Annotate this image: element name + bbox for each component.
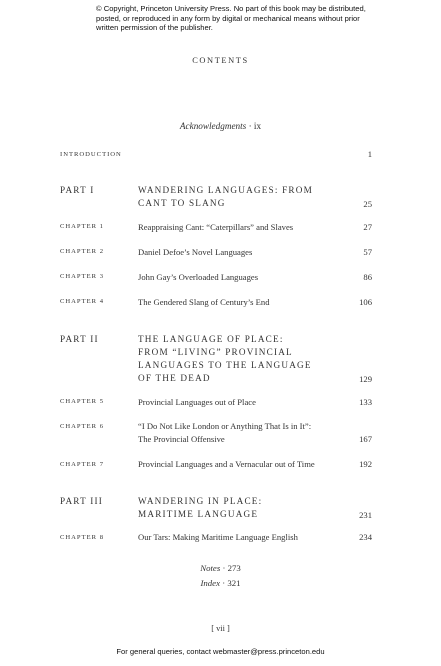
toc-notes-label: Notes (200, 563, 221, 573)
toc-chapter-8-page: 234 (359, 532, 372, 542)
toc-chapter-2-title[interactable]: Daniel Defoe’s Novel Languages (138, 247, 253, 257)
toc-part-2-label[interactable]: PART II (60, 334, 99, 344)
copyright-notice: © Copyright, Princeton University Press. No part of this book may be distributed, posted, or reproduced in any form by digital or mechanical means without prior written permission of the publisher. (96, 4, 366, 33)
page-folio: [ vii ] (211, 624, 230, 633)
toc-chapter-6-page: 167 (359, 434, 372, 444)
toc-chapter-4-page: 106 (359, 297, 372, 307)
toc-page-number: 273 (227, 563, 241, 573)
toc-introduction-label[interactable]: INTRODUCTION (60, 151, 122, 158)
toc-chapter-5-page: 133 (359, 397, 372, 407)
toc-chapter-8-label[interactable]: CHAPTER 8 (60, 534, 104, 541)
toc-part-1-title[interactable]: WANDERING LANGUAGES: FROM CANT TO SLANG (138, 185, 313, 208)
footer-contact: For general queries, contact webmaster@press.princeton.edu (116, 647, 325, 656)
toc-notes[interactable] (0, 563, 441, 573)
toc-chapter-6-title[interactable]: “I Do Not Like London or Anything That Is in It”: The Provincial Offensive (138, 421, 312, 444)
toc-chapter-4-title[interactable]: The Gendered Slang of Century’s End (138, 297, 270, 307)
toc-chapter-7-title[interactable]: Provincial Languages and a Vernacular out of Time (138, 459, 315, 469)
toc-part-1-label[interactable]: PART I (60, 185, 95, 195)
toc-part-2-title[interactable]: THE LANGUAGE OF PLACE: FROM “LIVING” PROVINCIAL LANGUAGES TO THE LANGUAGE OF THE DEAD (138, 334, 312, 383)
toc-chapter-3-label[interactable]: CHAPTER 3 (60, 273, 104, 280)
toc-separator: · (248, 121, 252, 131)
toc-chapter-7-label[interactable]: CHAPTER 7 (60, 461, 104, 468)
toc-chapter-1-page: 27 (363, 222, 372, 232)
toc-chapter-2-label[interactable]: CHAPTER 2 (60, 248, 104, 255)
toc-index-label: Index (200, 578, 220, 588)
toc-page-number: 321 (227, 578, 241, 588)
toc-chapter-1-label[interactable]: CHAPTER 1 (60, 223, 104, 230)
toc-chapter-8-title[interactable]: Our Tars: Making Maritime Language English (138, 532, 298, 542)
toc-separator: · (222, 578, 226, 588)
toc-separator: · (222, 563, 226, 573)
toc-chapter-4-label[interactable]: CHAPTER 4 (60, 298, 104, 305)
toc-chapter-2-page: 57 (363, 247, 372, 257)
toc-introduction-page: 1 (367, 149, 372, 159)
toc-page-number: ix (253, 121, 262, 131)
toc-part-2-page: 129 (359, 374, 372, 384)
page-heading: CONTENTS (192, 56, 249, 65)
toc-index[interactable] (0, 578, 441, 588)
toc-acknowledgments-label: Acknowledgments (179, 121, 247, 131)
toc-acknowledgments[interactable] (0, 121, 441, 131)
toc-chapter-3-title[interactable]: John Gay’s Overloaded Languages (138, 272, 259, 282)
toc-chapter-5-label[interactable]: CHAPTER 5 (60, 398, 104, 405)
toc-part-3-page: 231 (359, 510, 372, 520)
toc-chapter-7-page: 192 (359, 459, 372, 469)
toc-chapter-5-title[interactable]: Provincial Languages out of Place (138, 397, 256, 407)
toc-part-1-page: 25 (363, 199, 372, 209)
toc-chapter-1-title[interactable]: Reappraising Cant: “Caterpillars” and Slaves (138, 222, 294, 232)
toc-part-3-title[interactable]: WANDERING IN PLACE: MARITIME LANGUAGE (138, 496, 263, 519)
toc-chapter-6-label[interactable]: CHAPTER 6 (60, 423, 104, 430)
toc-part-3-label[interactable]: PART III (60, 496, 103, 506)
toc-chapter-3-page: 86 (363, 272, 372, 282)
